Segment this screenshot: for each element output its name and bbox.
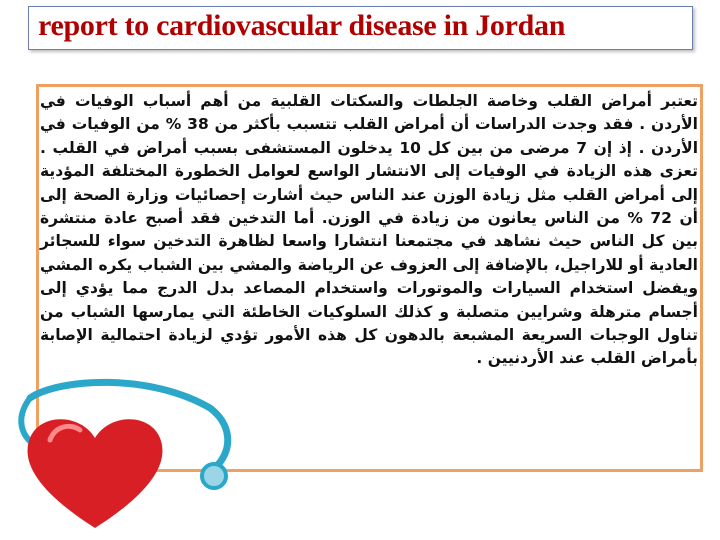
heart-icon xyxy=(28,419,163,528)
page-title: report to cardiovascular disease in Jordan xyxy=(38,9,566,42)
stethoscope-chestpiece xyxy=(202,464,226,488)
body-paragraph: تعتبر أمراض القلب وخاصة الجلطات والسكتات القلبية من أهم أسباب الوفيات في الأردن . فقد وجدت الدراسات أن أمراض القلب تتسبب بأكثر من 38 % من الوفيات في الأردن . إذ إن 7 مرضى من بين كل 10 يدخلون المستشفى بسبب أمراض في القلب . تعزى هذه الزيادة في الوفيات إلى الانتشار الواسع لعوامل الخطورة المختلفة المؤدية إلى أمراض القلب مثل زيادة الوزن عند الناس حيث أشارت إحصائيات وزارة الصحة إلى أن 72 % من الناس يعانون من زيادة في الوزن. أما التدخين فقد أصبح عادة منتشرة بين كل الناس حيث نشاهد في مجتمعنا انتشارا واسعا لظاهرة التدخين سواء للسجائر العادية أو للاراجيل، بالإضافة إلى العزوف عن الرياضة والمشي بين الشباب يكره المشي ويفضل استخدام السيارات والموتورات واستخدام المصاعد بدل الدرج مما يؤدي إلى أجسام مترهلة وشرايين متصلبة و كذلك السلوكيات الخاطئة التي يمارسها الشباب من تناول الوجبات السريعة المشبعة بالدهون كل هذه الأمور تؤدي لزيادة احتمالية الإصابة بأمراض القلب عند الأردنيين . xyxy=(40,92,699,368)
heart-stethoscope-illustration xyxy=(0,378,240,540)
